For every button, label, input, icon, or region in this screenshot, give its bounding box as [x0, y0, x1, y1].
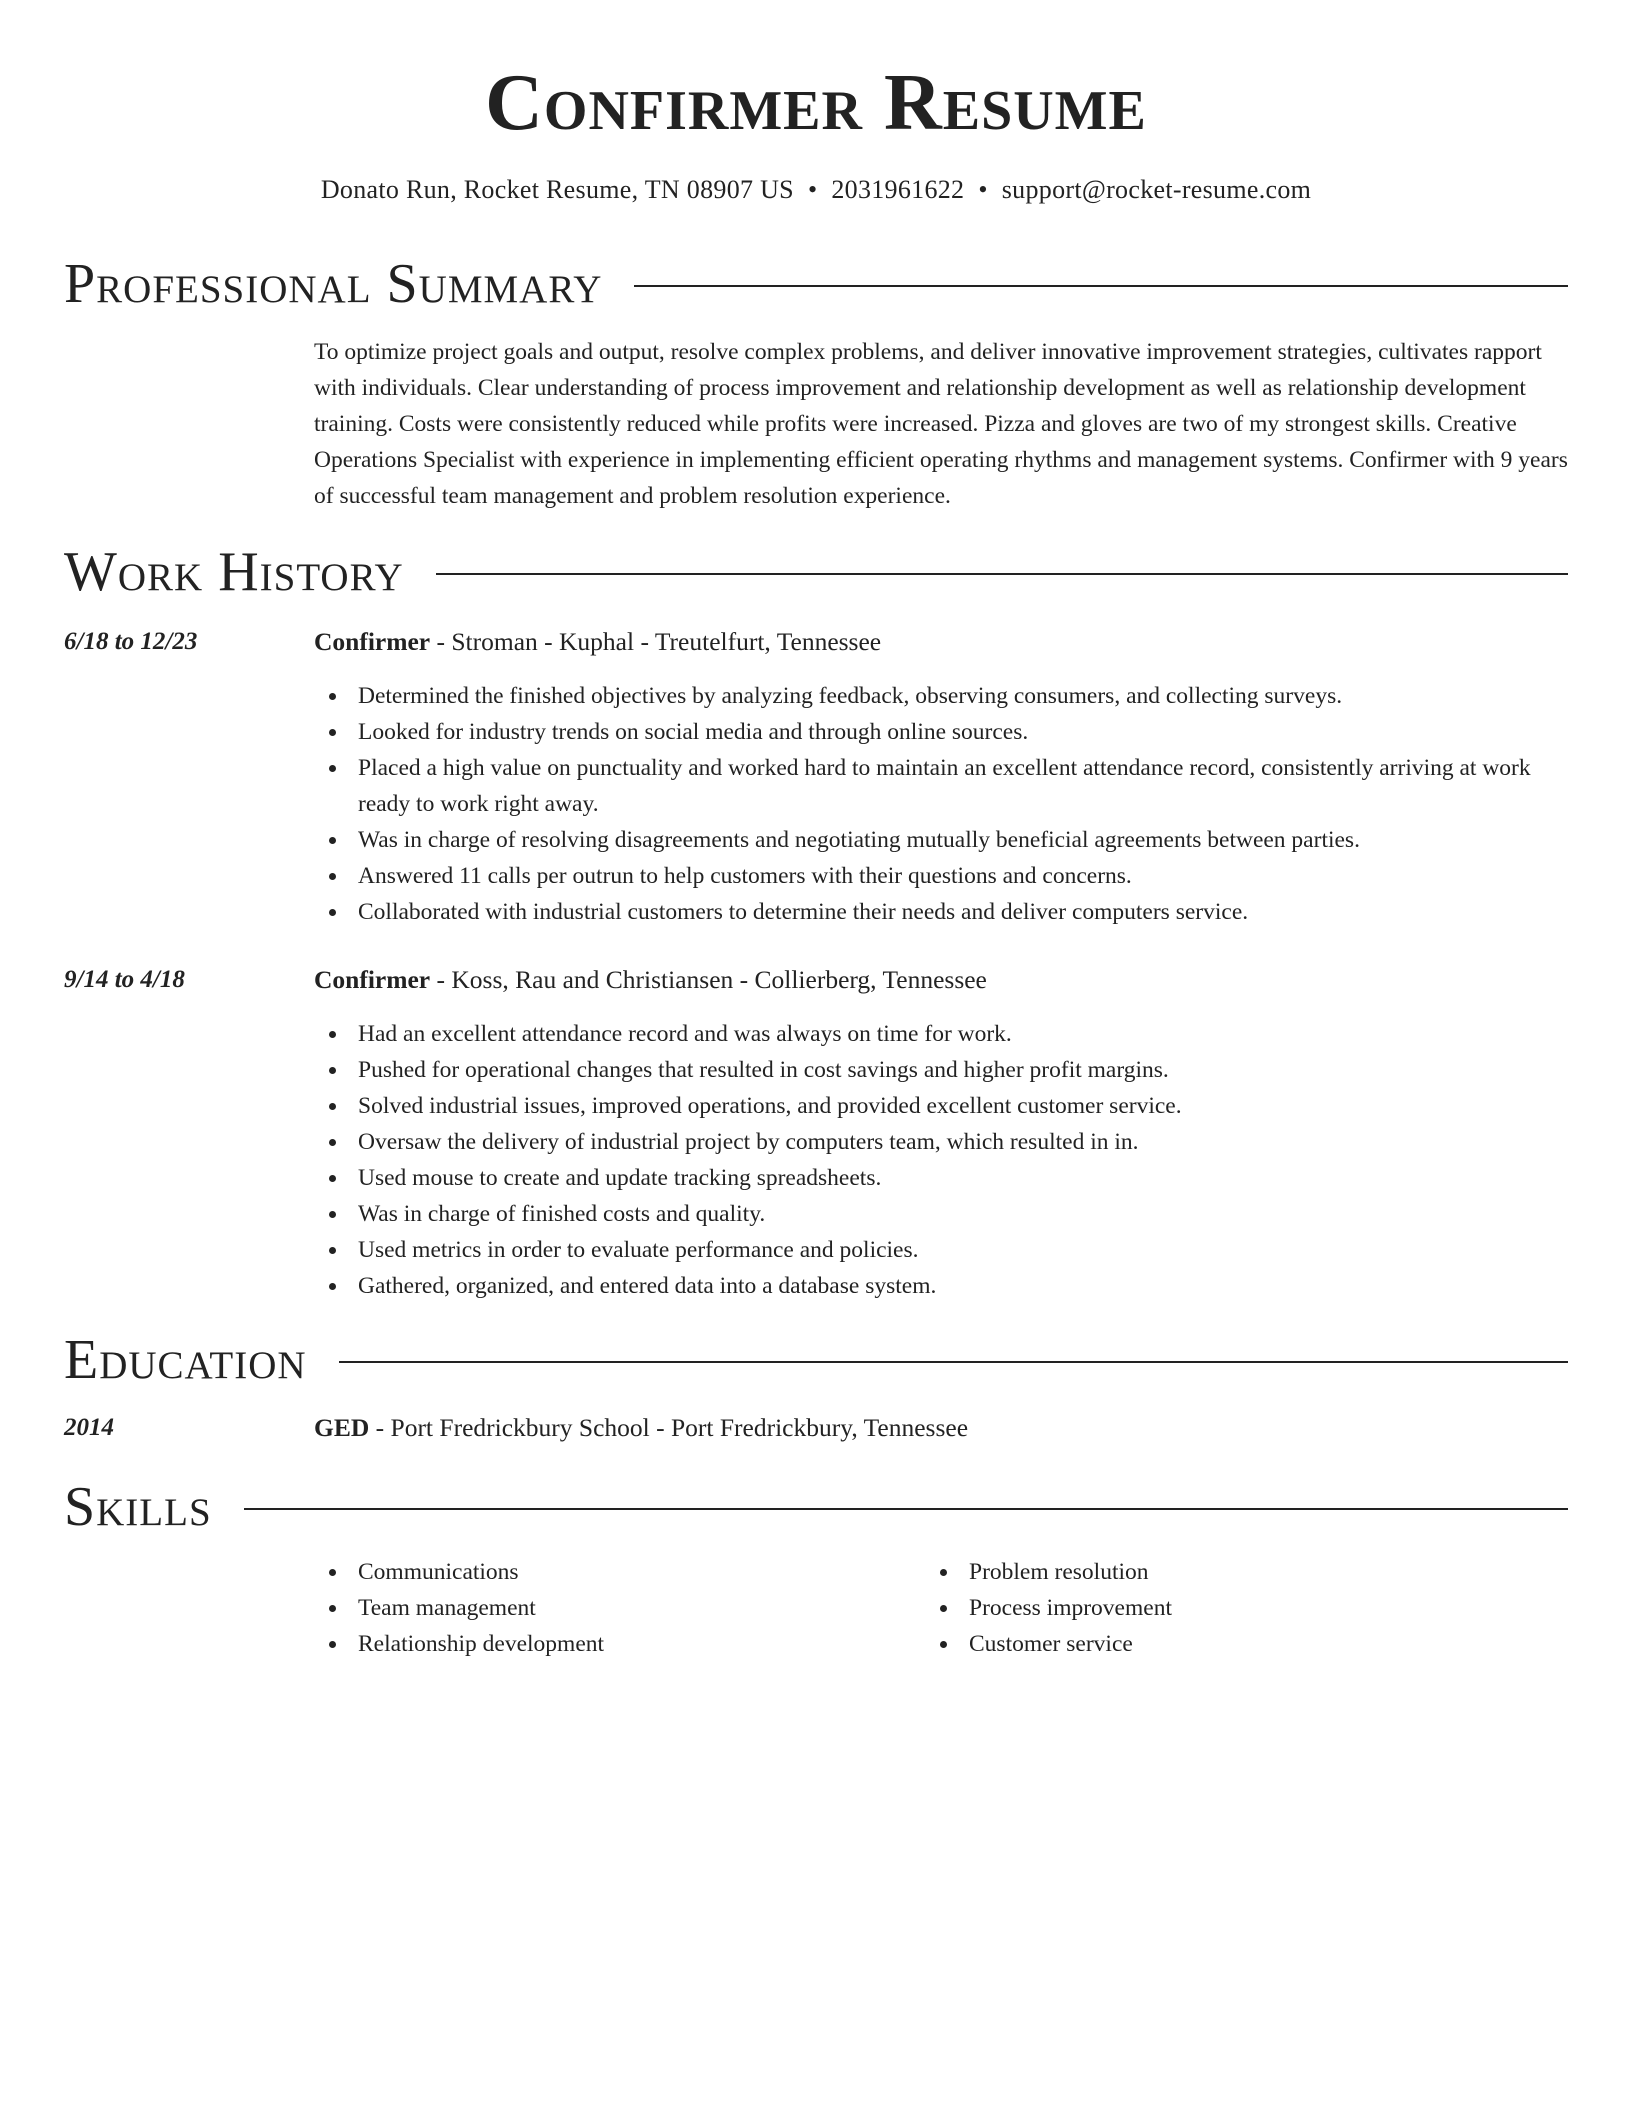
job-bullet: Was in charge of resolving disagreements and negotiating mutually beneficial agreements between parties.: [314, 822, 1568, 858]
skills-section-header: [64, 1475, 1568, 1539]
education-line: [314, 1410, 968, 1446]
summary-text: To optimize project goals and output, resolve complex problems, and deliver innovative improvement strategies, cultivates rapport with individuals. Clear understanding of process improvement and relationship development as well as relationship development training. Costs were consistently reduced while profits were increased. Pizza and gloves are two of my strongest skills. Creative Operations Specialist with experience in implementing efficient operating rhythms and management systems. Confirmer with 9 years of successful team management and problem resolution experience.: [314, 339, 1568, 509]
job-bullet: Used mouse to create and update tracking spreadsheets.: [314, 1160, 1568, 1196]
skills-column-left: [314, 1554, 914, 1662]
work-section-header: [64, 540, 1568, 604]
resume-title: Confirmer Resume: [485, 59, 1147, 147]
job-bullet: Solved industrial issues, improved operations, and provided excellent customer service.: [314, 1088, 1568, 1124]
job-bullet: Determined the finished objectives by analyzing feedback, observing consumers, and collecting surveys.: [314, 678, 1568, 714]
contact-address: Donato Run, Rocket Resume, TN 08907 US: [320, 175, 794, 204]
education-year: 2014: [64, 1414, 114, 1441]
education-heading: Education: [64, 1329, 307, 1391]
job-bullet: Oversaw the delivery of industrial project by computers team, which resulted in in.: [314, 1124, 1568, 1160]
skills-heading: Skills: [64, 1476, 212, 1538]
job-bullet: Answered 11 calls per outrun to help customers with their questions and concerns.: [314, 858, 1568, 894]
education-section-header: [64, 1328, 1568, 1392]
work-heading: Work History: [64, 541, 404, 603]
job-bullet: Used metrics in order to evaluate performance and policies.: [314, 1232, 1568, 1268]
contact-phone: 2031961622: [831, 175, 965, 204]
job-bullet: Looked for industry trends on social media and through online sources.: [314, 714, 1568, 750]
skill-item: Process improvement: [925, 1590, 1525, 1626]
job-header: [314, 624, 881, 660]
skill-item: Relationship development: [314, 1626, 914, 1662]
section-divider: [436, 573, 1568, 575]
summary-heading: Professional Summary: [64, 253, 603, 315]
skill-item: Team management: [314, 1590, 914, 1626]
education-school: - Port Fredrickbury School - Port Fredrickbury, Tennessee: [369, 1413, 969, 1442]
job-bullet: Pushed for operational changes that resulted in cost savings and higher profit margins.: [314, 1052, 1568, 1088]
education-degree: GED: [314, 1413, 370, 1442]
section-divider: [634, 285, 1568, 287]
job-bullet: Had an excellent attendance record and was always on time for work.: [314, 1016, 1568, 1052]
section-divider: [244, 1508, 1568, 1510]
skill-item: Problem resolution: [925, 1554, 1525, 1590]
job-employer: - Stroman - Kuphal - Treutelfurt, Tennessee: [430, 627, 882, 656]
job-employer: - Koss, Rau and Christiansen - Collierberg, Tennessee: [430, 965, 987, 994]
contact-separator: •: [978, 175, 988, 204]
job-header: [314, 962, 987, 998]
job-dates: 6/18 to 12/23: [64, 628, 198, 655]
job-bullet: Collaborated with industrial customers to determine their needs and deliver computers service.: [314, 894, 1568, 930]
contact-line: [0, 172, 1632, 208]
job-bullet: Placed a high value on punctuality and worked hard to maintain an excellent attendance record, consistently arriving at work ready to work right away.: [314, 750, 1568, 822]
skills-column-right: [925, 1554, 1525, 1662]
job-bullets: [314, 678, 1568, 930]
skill-item: Communications: [314, 1554, 914, 1590]
job-dates: 9/14 to 4/18: [64, 966, 185, 993]
job-bullet: Gathered, organized, and entered data into a database system.: [314, 1268, 1568, 1304]
job-title: Confirmer: [314, 627, 431, 656]
contact-email: support@rocket-resume.com: [1001, 175, 1312, 204]
summary-section-header: [64, 252, 1568, 316]
job-title: Confirmer: [314, 965, 431, 994]
job-bullet: Was in charge of finished costs and quality.: [314, 1196, 1568, 1232]
section-divider: [339, 1361, 1568, 1363]
job-bullets: [314, 1016, 1568, 1304]
contact-separator: •: [807, 175, 818, 204]
skill-item: Customer service: [925, 1626, 1525, 1662]
